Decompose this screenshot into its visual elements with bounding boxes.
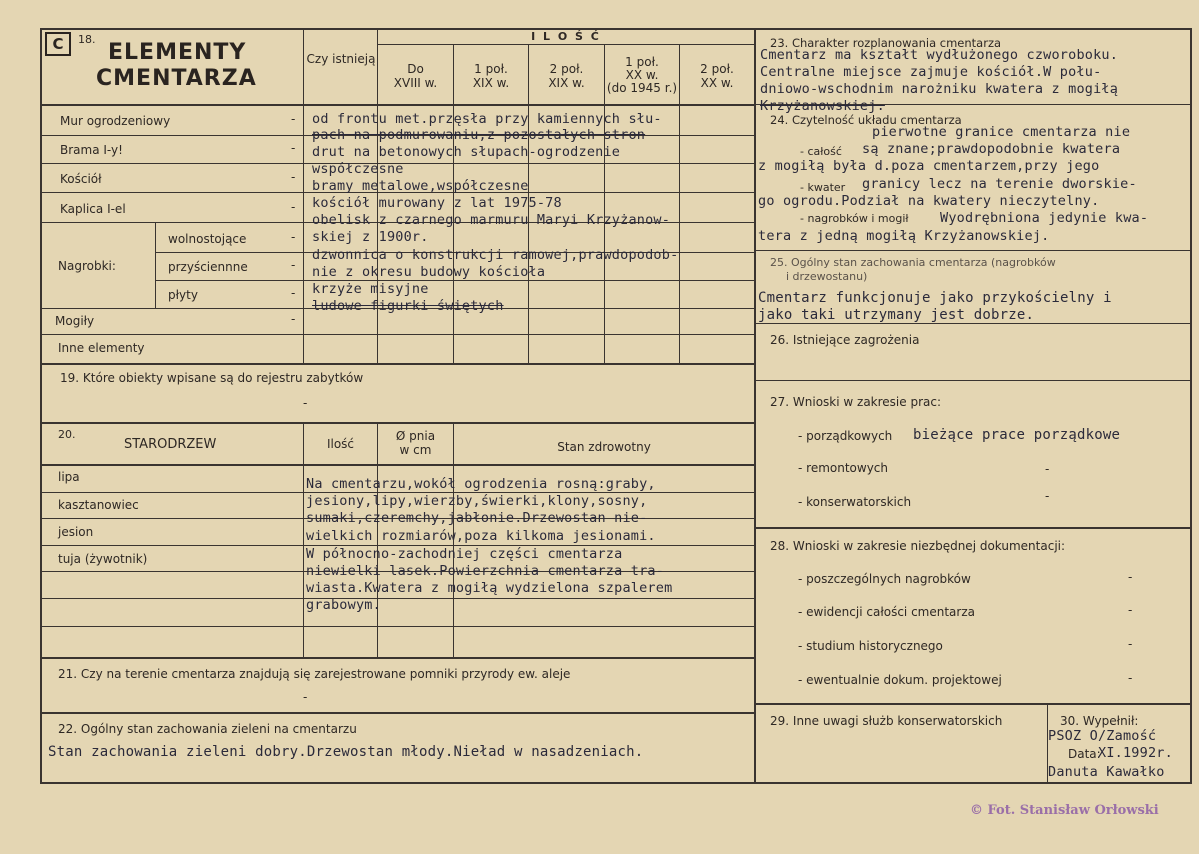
s28-nagrobkow: - poszczególnych nagrobków xyxy=(798,572,971,586)
row-kosciol: Kościół xyxy=(60,172,102,186)
s20-number: 20. xyxy=(58,428,76,441)
s22-value: Stan zachowania zieleni dobry.Drzewostan młody.Nieład w nasadzeniach. xyxy=(48,744,644,760)
s25-value-2: jako taki utrzymany jest dobrze. xyxy=(758,307,1035,323)
s20-col-ilosc: Ilość xyxy=(326,437,355,451)
row-przyscienne: przyściennne xyxy=(168,260,248,274)
s30-name: Danuta Kawałko xyxy=(1048,764,1165,780)
s20-title: STARODRZEW xyxy=(124,437,217,452)
s20-col-stan: Stan zdrowotny xyxy=(557,440,651,454)
row-mogily: Mogiły xyxy=(55,314,95,328)
title-elementy: ELEMENTY xyxy=(108,40,247,65)
section-18-number: 18. xyxy=(78,33,96,46)
s25-value-1: Cmentarz funkcjonuje jako przykościelny i xyxy=(758,290,1112,306)
s27-remontowych-value: - xyxy=(1045,462,1050,476)
row-mur: Mur ogrodzeniowy xyxy=(60,114,171,128)
s30-label: 30. Wypełnił: xyxy=(1060,714,1139,728)
s25-label-1: 25. Ogólny stan zachowania cmentarza (nagrobków xyxy=(770,256,1056,269)
s28-label: 28. Wnioski w zakresie niezbędnej dokumentacji: xyxy=(770,539,1066,553)
row-kaplica: Kaplica I-el xyxy=(60,202,126,216)
s21-value: - xyxy=(303,690,308,704)
s24-calosc: - całość xyxy=(800,145,842,158)
s24-nagrobkow: - nagrobków i mogił xyxy=(800,212,909,225)
s27-porzadkowych-value: bieżące prace porządkowe xyxy=(913,427,1121,443)
col-exists-header: Czy istnieją xyxy=(306,52,376,66)
tree-kasztanowiec: kasztanowiec xyxy=(58,498,139,512)
title-cmentarza: CMENTARZA xyxy=(96,66,257,91)
s30-date: XI.1992r. xyxy=(1098,745,1173,761)
row-plyty: płyty xyxy=(168,288,198,302)
tree-jesion: jesion xyxy=(58,525,94,539)
s28-studium-value: - xyxy=(1128,637,1133,651)
s27-konserwatorskich-value: - xyxy=(1045,489,1050,503)
tree-tuja: tuja (żywotnik) xyxy=(58,552,148,566)
row-brama: Brama I-y! xyxy=(60,143,123,157)
s28-nagrobkow-value: - xyxy=(1128,570,1133,584)
s23-label: 23. Charakter rozplanowania cmentarza xyxy=(770,36,1002,50)
s28-projektowej-value: - xyxy=(1128,671,1133,685)
s21-label: 21. Czy na terenie cmentarza znajdują się zarejestrowane pomniki przyrody ew. aleje xyxy=(58,667,571,681)
s20-col-fi: Ø pnia w cm xyxy=(395,429,436,457)
photo-stamp: © Fot. Stanisław Orłowski xyxy=(970,803,1159,818)
form-code: C xyxy=(52,35,64,53)
ilosc-header: I L O Ś Ć xyxy=(531,30,601,43)
s19-value: - xyxy=(303,396,308,410)
s28-ewidencji: - ewidencji całości cmentarza xyxy=(798,605,975,619)
row-nagrobki: Nagrobki: xyxy=(58,259,116,273)
tree-lipa: lipa xyxy=(58,470,80,484)
s27-porzadkowych: - porządkowych xyxy=(798,429,893,443)
row-wolnostojace: wolnostojące xyxy=(168,232,247,246)
s28-projektowej: - ewentualnie dokum. projektowej xyxy=(798,673,1002,687)
row-inne: Inne elementy xyxy=(58,341,145,355)
s26-label: 26. Istniejące zagrożenia xyxy=(770,333,920,347)
s29-label: 29. Inne uwagi służb konserwatorskich xyxy=(770,714,1003,728)
s28-studium: - studium historycznego xyxy=(798,639,943,653)
s25-label-2: i drzewostanu) xyxy=(786,270,868,283)
s22-label: 22. Ogólny stan zachowania zieleni na cmentarzu xyxy=(58,722,357,736)
s27-remontowych: - remontowych xyxy=(798,461,888,475)
s24-kwater: - kwater xyxy=(800,181,846,194)
s30-date-label: Data: xyxy=(1068,747,1101,761)
s19-label: 19. Które obiekty wpisane są do rejestru zabytków xyxy=(60,371,364,385)
s24-label: 24. Czytelność układu cmentarza xyxy=(770,113,962,127)
s28-ewidencji-value: - xyxy=(1128,603,1133,617)
s27-label: 27. Wnioski w zakresie prac: xyxy=(770,395,942,409)
s30-org: PSOZ O/Zamość xyxy=(1048,728,1157,744)
s27-konserwatorskich: - konserwatorskich xyxy=(798,495,912,509)
form-code-box xyxy=(45,32,71,56)
